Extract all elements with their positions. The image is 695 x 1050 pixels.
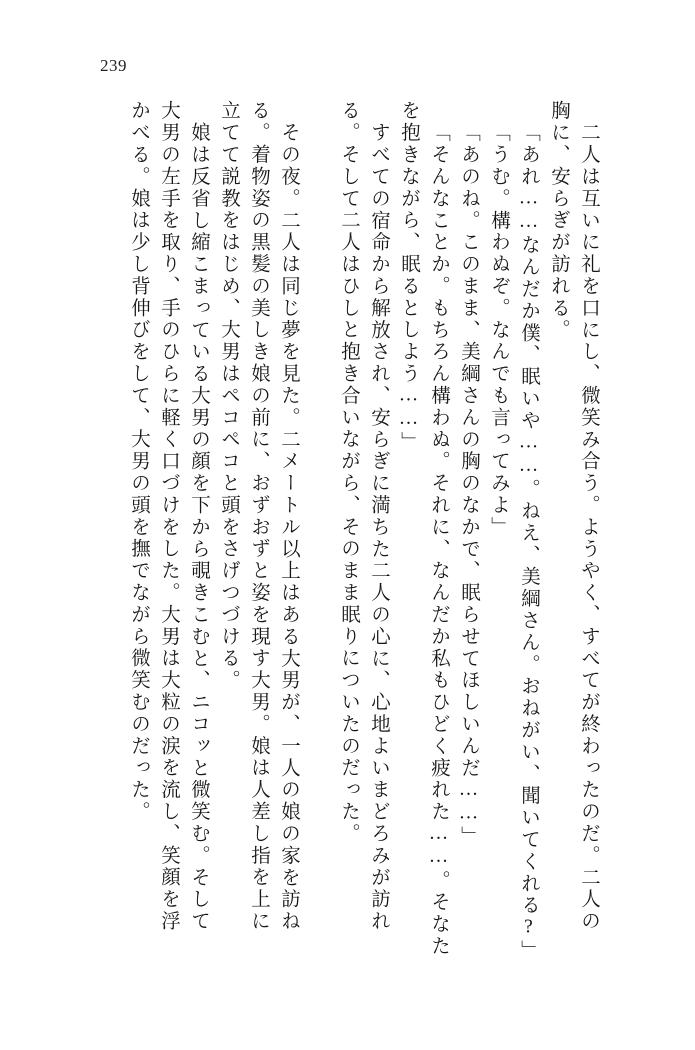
text-column: 大男の左手を取り、手のひらに軽く口づけをした。大男は大粒の涙を流し、笑顔を浮 bbox=[158, 100, 179, 933]
text-column: る。そして二人はひしと抱き合いながら、そのまま眠りについたのだった。 bbox=[338, 100, 359, 845]
text-column: 「あのね。このまま、美綱さんの胸のなかで、眠らせてほしいんだ……」 bbox=[458, 122, 479, 848]
text-column: を抱きながら、眠るとしよう……」 bbox=[398, 100, 419, 454]
text-column: る。着物姿の黒髪の美しき娘の前に、おずおずと姿を現す大男。娘は人差し指を上に bbox=[248, 100, 269, 933]
text-column: すべての宿命から解放され、安らぎに満ちた二人の心に、心地よいまどろみが訪れ bbox=[368, 122, 389, 933]
page-number: 239 bbox=[100, 56, 127, 75]
text-column: 「あれ……なんだか僕、眠いや……。ねえ、美綱さん。おねがい、聞いてくれる?」 bbox=[518, 122, 539, 962]
text-column: その夜。二人は同じ夢を見た。二メートル以上はある大男が、一人の娘の家を訪ね bbox=[278, 122, 299, 933]
text-column: 「うむ。構わぬぞ。なんでも言ってみよ」 bbox=[488, 122, 509, 539]
text-column: かべる。娘は少し背伸びをして、大男の頭を撫でながら微笑むのだった。 bbox=[128, 100, 149, 823]
text-column: 胸に、安らぎが訪れる。 bbox=[548, 100, 569, 341]
vertical-text-body bbox=[98, 100, 599, 962]
text-column: 立てて説教をはじめ、大男はペコペコと頭をさげつづける。 bbox=[218, 100, 239, 692]
text-column-blank bbox=[298, 100, 328, 930]
text-column: 娘は反省し縮こまっている大男の顔を下から覗きこむと、ニコッと微笑む。そして bbox=[188, 122, 209, 933]
text-column: 二人は互いに礼を口にし、微笑み合う。ようやく、すべてが終わったのだ。二人の bbox=[578, 122, 599, 933]
text-column: 「そんなことか。もちろん構わぬ。それに、なんだか私もひどく疲れた……。そなた bbox=[428, 122, 449, 958]
